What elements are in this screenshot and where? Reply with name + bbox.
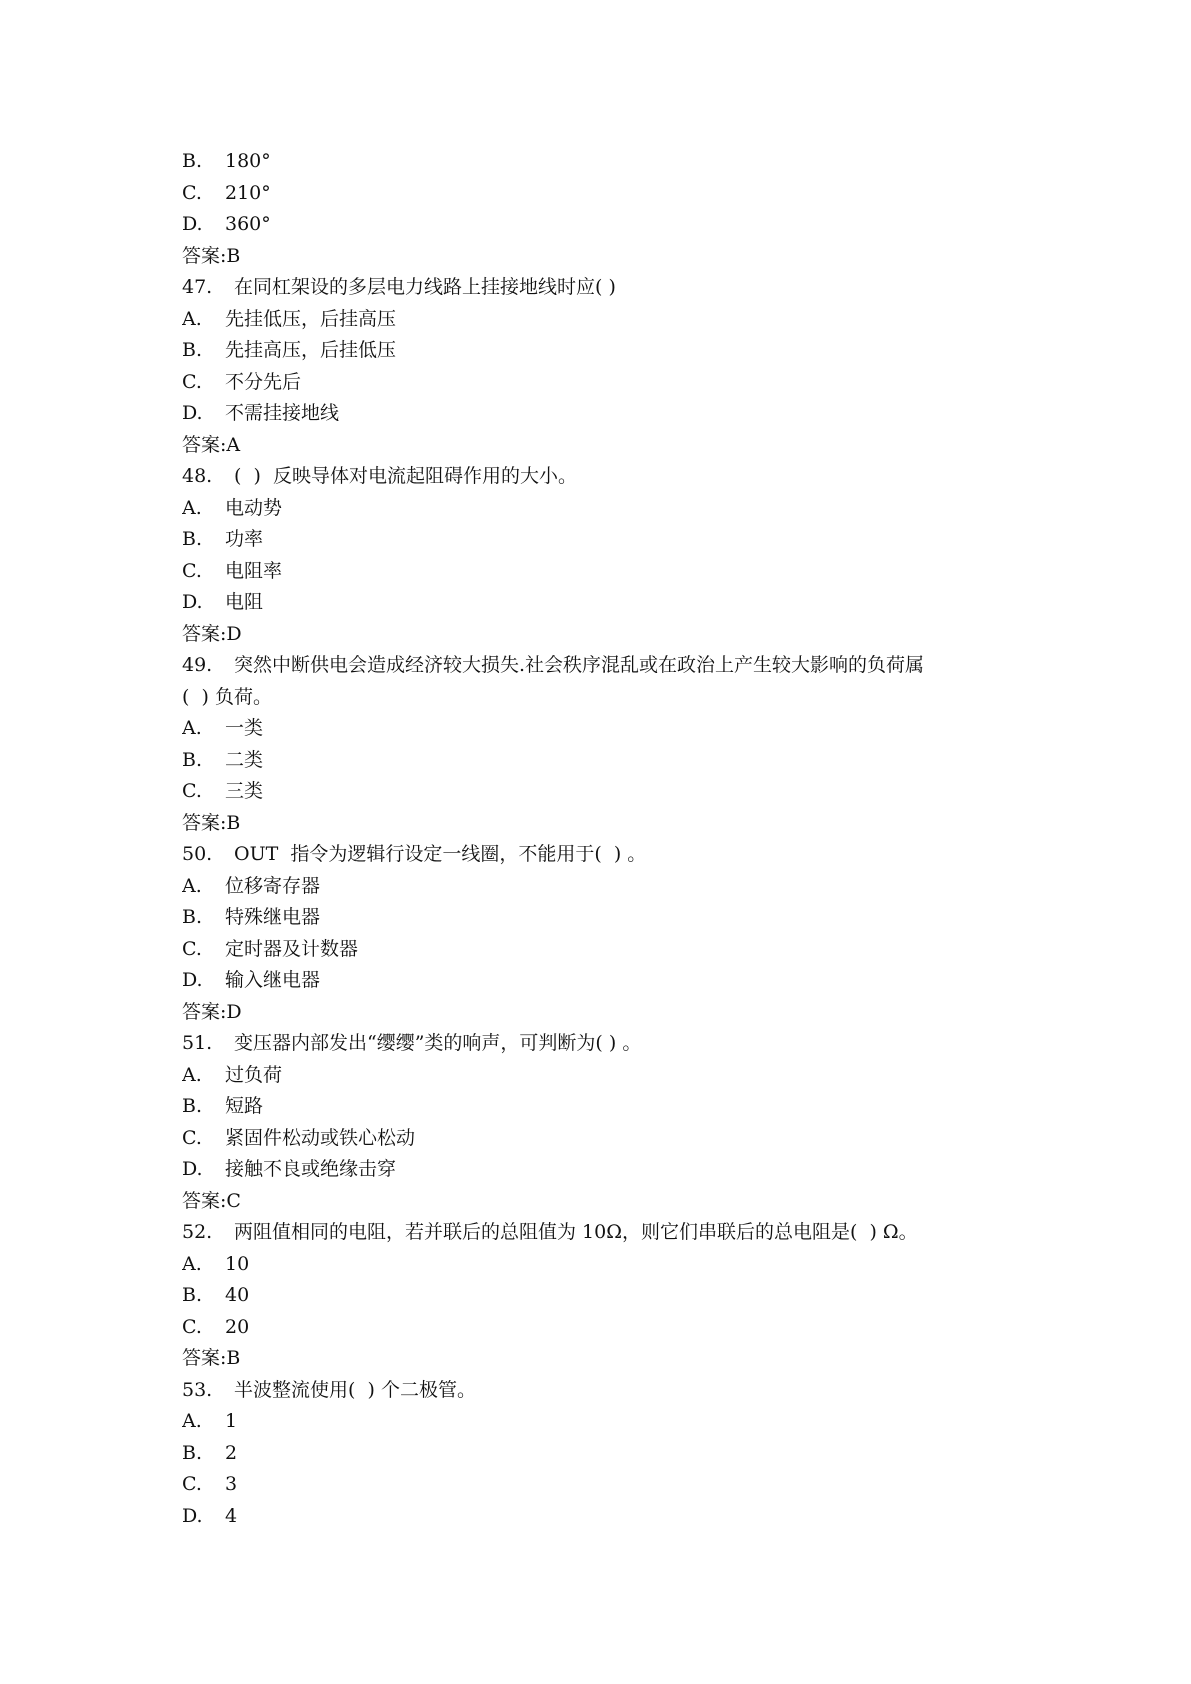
option-line <box>182 965 1022 997</box>
option-line <box>182 745 1022 777</box>
option-line <box>182 934 1022 966</box>
option-text: 功率 <box>225 528 264 550</box>
option-text: 360° <box>225 213 271 235</box>
question-line <box>182 650 1022 682</box>
option-text: 特殊继电器 <box>225 906 321 928</box>
option-text: 不分先后 <box>225 370 302 393</box>
option-letter: B. <box>182 748 203 771</box>
answer-line <box>182 430 1022 462</box>
option-line <box>182 1438 1022 1470</box>
option-text: 一类 <box>225 717 264 739</box>
option-line <box>182 146 1022 178</box>
option-text: 不需挂接地线 <box>225 402 340 424</box>
question-number: 49. <box>182 654 213 676</box>
option-letter: B. <box>182 1284 203 1306</box>
option-line <box>182 1406 1022 1438</box>
answer-line <box>182 997 1022 1029</box>
answer-text: 答案:B <box>182 244 241 267</box>
option-text: 10 <box>225 1252 250 1275</box>
option-letter: D. <box>182 402 203 424</box>
option-text: 短路 <box>225 1095 264 1117</box>
option-letter: C. <box>182 1315 202 1338</box>
option-letter: C. <box>182 559 202 582</box>
question-text: ( ) 负荷。 <box>182 685 272 708</box>
question-number: 48. <box>182 465 213 487</box>
question-line <box>182 272 1022 304</box>
question-text: 两阻值相同的电阻，若并联后的总阻值为 10Ω，则它们串联后的总电阻是( ) Ω。 <box>234 1221 918 1243</box>
question-text: ( ) 反映导体对电流起阻碍作用的大小。 <box>234 465 577 487</box>
option-line <box>182 493 1022 525</box>
option-letter: B. <box>182 339 203 361</box>
option-text: 二类 <box>225 748 264 771</box>
question-number: 51. <box>182 1032 213 1054</box>
option-letter: D. <box>182 1504 203 1527</box>
option-letter: A. <box>182 1410 202 1432</box>
answer-text: 答案:A <box>182 433 241 456</box>
option-line <box>182 1312 1022 1344</box>
question-text: 在同杠架设的多层电力线路上挂接地线时应( ) <box>234 276 616 298</box>
option-letter: A. <box>182 1063 202 1086</box>
option-text: 3 <box>225 1473 238 1495</box>
question-text: 半波整流使用( ) 个二极管。 <box>234 1378 476 1401</box>
question-line <box>182 461 1022 493</box>
option-line <box>182 776 1022 808</box>
answer-text: 答案:D <box>182 622 242 645</box>
option-line <box>182 1469 1022 1501</box>
question-text: 变压器内部发出“缨缨”类的响声，可判断为( ) 。 <box>234 1032 642 1054</box>
question-line <box>182 839 1022 871</box>
option-line <box>182 1060 1022 1092</box>
option-line <box>182 178 1022 210</box>
option-line <box>182 1249 1022 1281</box>
option-line <box>182 587 1022 619</box>
option-line <box>182 1154 1022 1186</box>
option-letter: B. <box>182 150 203 172</box>
option-letter: D. <box>182 969 203 991</box>
answer-text: 答案:D <box>182 1000 242 1023</box>
option-text: 先挂高压，后挂低压 <box>225 339 397 361</box>
option-letter: C. <box>182 1473 202 1495</box>
option-line <box>182 1501 1022 1533</box>
option-line <box>182 398 1022 430</box>
option-text: 210° <box>225 181 271 204</box>
document-content <box>182 146 1022 1532</box>
option-line <box>182 871 1022 903</box>
question-line <box>182 1217 1022 1249</box>
option-line <box>182 524 1022 556</box>
option-text: 1 <box>225 1410 238 1432</box>
option-text: 紧固件松动或铁心松动 <box>225 1126 416 1149</box>
option-text: 位移寄存器 <box>225 874 321 897</box>
option-text: 过负荷 <box>225 1063 283 1086</box>
option-text: 定时器及计数器 <box>225 937 359 960</box>
option-letter: C. <box>182 370 202 393</box>
option-text: 40 <box>225 1284 250 1306</box>
option-line <box>182 304 1022 336</box>
answer-line <box>182 241 1022 273</box>
option-line <box>182 713 1022 745</box>
option-letter: A. <box>182 717 202 739</box>
option-letter: B. <box>182 528 203 550</box>
question-line <box>182 1375 1022 1407</box>
option-text: 输入继电器 <box>225 969 321 991</box>
option-letter: D. <box>182 1158 203 1180</box>
option-letter: D. <box>182 591 203 613</box>
option-text: 接触不良或绝缘击穿 <box>225 1158 397 1180</box>
answer-line <box>182 1186 1022 1218</box>
option-text: 先挂低压，后挂高压 <box>225 307 397 330</box>
question-number: 50. <box>182 843 213 865</box>
option-letter: B. <box>182 1441 203 1464</box>
option-letter: B. <box>182 1095 203 1117</box>
option-letter: D. <box>182 213 203 235</box>
option-line <box>182 902 1022 934</box>
option-text: 20 <box>225 1315 250 1338</box>
answer-line <box>182 619 1022 651</box>
question-number: 52. <box>182 1221 213 1243</box>
option-line <box>182 1123 1022 1155</box>
option-text: 电动势 <box>225 496 283 519</box>
question-number: 47. <box>182 276 213 298</box>
answer-text: 答案:C <box>182 1189 241 1212</box>
answer-text: 答案:B <box>182 1347 241 1369</box>
option-line <box>182 1280 1022 1312</box>
option-text: 180° <box>225 150 271 172</box>
question-number: 53. <box>182 1378 213 1401</box>
option-line <box>182 367 1022 399</box>
option-line <box>182 335 1022 367</box>
answer-line <box>182 1343 1022 1375</box>
question-text: OUT 指令为逻辑行设定一线圈，不能用于( ) 。 <box>234 843 647 865</box>
option-text: 4 <box>225 1504 238 1527</box>
option-letter: A. <box>182 1252 202 1275</box>
answer-text: 答案:B <box>182 811 241 834</box>
question-continuation <box>182 682 1022 714</box>
option-letter: A. <box>182 496 202 519</box>
option-letter: A. <box>182 307 202 330</box>
answer-line <box>182 808 1022 840</box>
option-letter: C. <box>182 780 202 802</box>
question-text: 突然中断供电会造成经济较大损失.社会秩序混乱或在政治上产生较大影响的负荷属 <box>234 654 925 676</box>
option-letter: C. <box>182 1126 202 1149</box>
option-text: 电阻 <box>225 591 264 613</box>
option-text: 三类 <box>225 780 264 802</box>
option-letter: A. <box>182 874 202 897</box>
option-line <box>182 209 1022 241</box>
option-line <box>182 556 1022 588</box>
option-letter: C. <box>182 181 202 204</box>
option-text: 电阻率 <box>225 559 283 582</box>
option-text: 2 <box>225 1441 238 1464</box>
option-letter: B. <box>182 906 203 928</box>
option-letter: C. <box>182 937 202 960</box>
option-line <box>182 1091 1022 1123</box>
question-line <box>182 1028 1022 1060</box>
